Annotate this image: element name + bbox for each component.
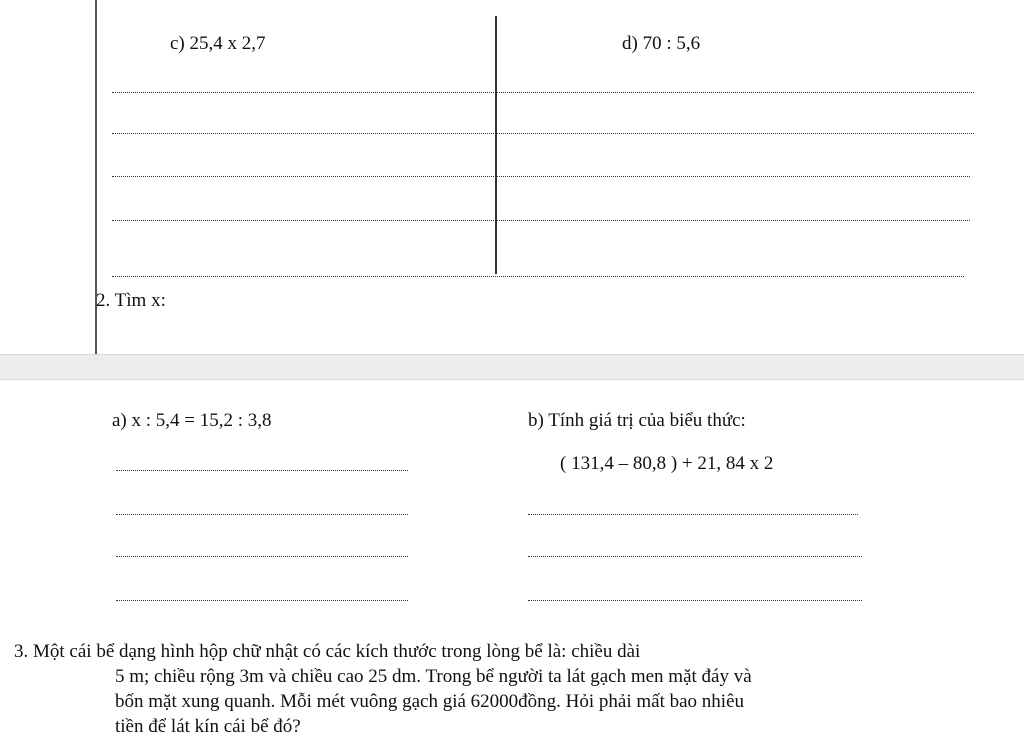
- section-2-heading: 2. Tìm x:: [96, 290, 166, 311]
- problem-3-text: [14, 639, 974, 739]
- answer-line: [528, 600, 862, 601]
- answer-line: [112, 176, 970, 177]
- problem-c: c) 25,4 x 2,7: [170, 33, 266, 54]
- answer-line: [116, 600, 408, 601]
- problem-b: b) Tính giá trị của biểu thức:: [528, 410, 746, 431]
- worksheet-page-1: [0, 0, 1024, 354]
- answer-line: [112, 276, 964, 277]
- answer-line: [112, 220, 970, 221]
- page-break: [0, 354, 1024, 380]
- answer-line: [112, 92, 974, 93]
- problem-a: a) x : 5,4 = 15,2 : 3,8: [112, 410, 272, 431]
- problem-3-line: tiền để lát kín cái bể đó?: [115, 716, 301, 737]
- answer-line: [528, 514, 858, 515]
- answer-line: [528, 556, 862, 557]
- problem-3-line: 5 m; chiều rộng 3m và chiều cao 25 dm. Trong bể người ta lát gạch men mặt đáy và: [115, 666, 752, 687]
- problem-d: d) 70 : 5,6: [622, 33, 701, 54]
- answer-line: [112, 133, 974, 134]
- column-divider: [495, 16, 497, 274]
- problem-3-line: bốn mặt xung quanh. Mỗi mét vuông gạch giá 62000đồng. Hỏi phải mất bao nhiêu: [115, 691, 745, 712]
- answer-line: [116, 514, 408, 515]
- expression: ( 131,4 – 80,8 ) + 21, 84 x 2: [560, 453, 774, 474]
- answer-line: [116, 556, 408, 557]
- problem-3-line: 3. Một cái bể dạng hình hộp chữ nhật có các kích thước trong lòng bể là: chiều dài: [14, 641, 641, 662]
- answer-line: [116, 470, 408, 471]
